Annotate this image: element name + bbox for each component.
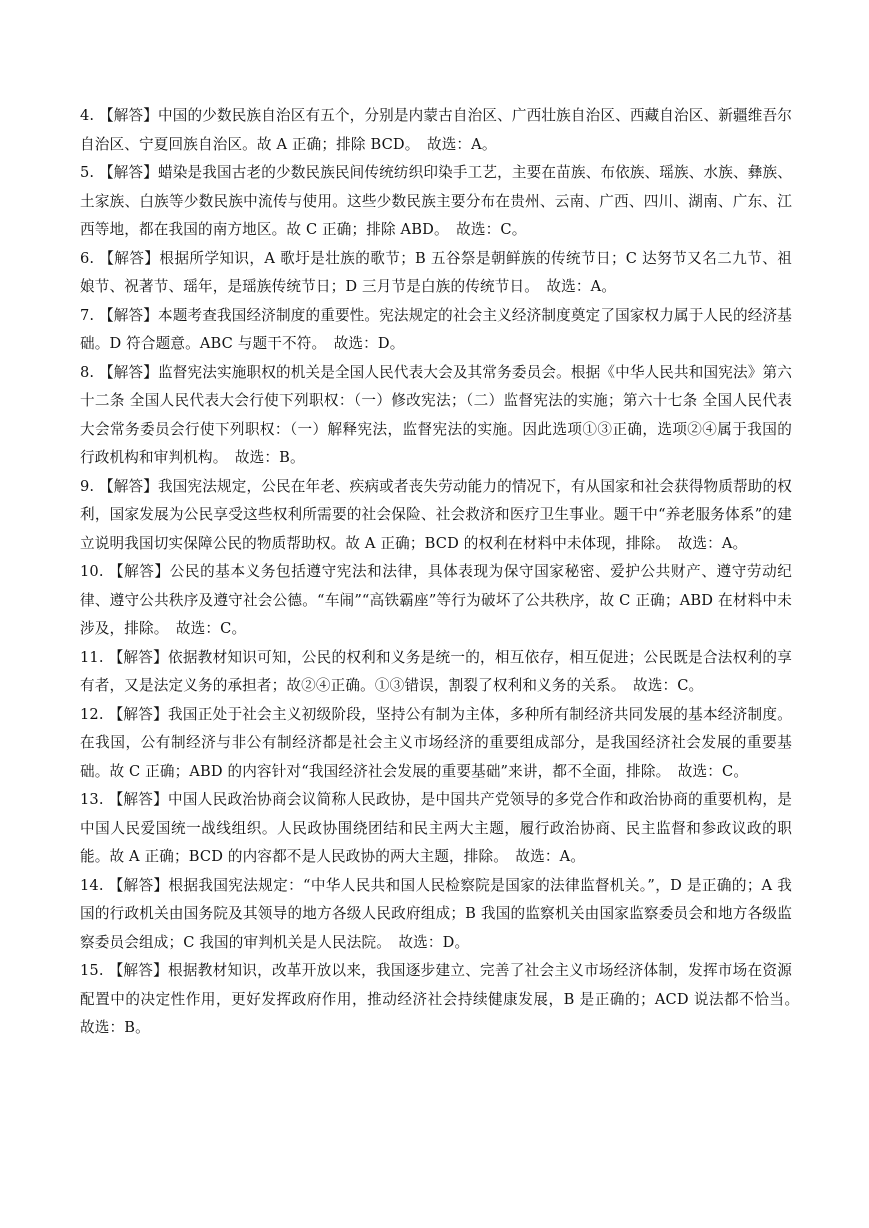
answer-number: 5. [80, 164, 95, 181]
answer-number: 13. [80, 791, 104, 808]
answer-text: 根据教材知识，改革开放以来，我国逐步建立、完善了社会主义市场经济体制，发挥市场在资源配置中的决定性作用，更好发挥政府作用，推动经济社会持续健康发展，B 是正确的；ACD 说法都不恰当。 故选：B。 [80, 962, 807, 1036]
answer-tag: 【解答】 [108, 648, 169, 666]
answer-number: 8. [80, 363, 95, 381]
answer-list [80, 102, 807, 1043]
answer-item-4 [80, 102, 792, 159]
answer-tag: 【解答】 [99, 249, 160, 267]
answer-text: 蜡染是我国古老的少数民族民间传统纺织印染手工艺，主要在苗族、布依族、瑶族、水族、彝族、土家族、白族等少数民族中流传与使用。这些少数民族主要分布在贵州、云南、广西、四川、湖南、广东、江西等地，都在我国的南方地区。故 C 正确；排除 ABD。 故选：C。 [80, 164, 793, 238]
answer-text: 中国的少数民族自治区有五个，分别是内蒙古自治区、广西壮族自治区、西藏自治区、新疆维吾尔自治区、宁夏回族自治区。故 A 正确；排除 BCD。 故选：A。 [80, 107, 793, 153]
answer-item-12 [80, 701, 792, 787]
answer-item-13 [80, 786, 792, 872]
answer-number: 10. [80, 563, 104, 580]
answer-number: 6. [80, 249, 95, 267]
answer-item-11 [80, 644, 792, 701]
answer-item-6 [80, 245, 792, 302]
answer-item-10 [80, 558, 792, 644]
answer-tag: 【解答】 [99, 363, 159, 381]
answer-item-14 [80, 872, 792, 958]
answer-number: 12. [80, 705, 104, 723]
answer-tag: 【解答】 [108, 791, 169, 808]
answer-number: 11. [80, 648, 104, 666]
answer-item-9 [80, 473, 792, 559]
answer-tag: 【解答】 [108, 962, 169, 979]
answer-tag: 【解答】 [99, 107, 159, 124]
answer-number: 4. [80, 107, 95, 124]
answer-text: 我国正处于社会主义初级阶段，坚持公有制为主体，多种所有制经济共同发展的基本经济制度。在我国，公有制经济与非公有制经济都是社会主义市场经济的重要组成部分，是我国经济社会发展的重要基础。故 C 正确；ABD 的内容针对“我国经济社会发展的重要基础”来讲，都不全面，排除。 故选：C。 [80, 705, 792, 780]
answer-text: 根据所学知识，A 歌圩是壮族的歌节；B 五谷祭是朝鲜族的传统节日；C 达努节又名二九节、祖娘节、祝著节、瑶年，是瑶族传统节日；D 三月节是白族的传统节日。 故选：A。 [80, 249, 792, 295]
answer-tag: 【解答】 [108, 876, 169, 894]
answer-number: 7. [80, 306, 95, 324]
answer-item-15 [80, 957, 807, 1043]
answer-tag: 【解答】 [99, 477, 159, 495]
answer-number: 15. [80, 962, 104, 979]
answer-item-8 [80, 359, 792, 473]
answer-number: 9. [80, 477, 95, 495]
answer-text: 我国宪法规定，公民在年老、疾病或者丧失劳动能力的情况下，有从国家和社会获得物质帮助的权利，国家发展为公民享受这些权利所需要的社会保险、社会救济和医疗卫生事业。题干中“养老服务体系”的建立说明我国切实保障公民的物质帮助权。故 A 正确；BCD 的权利在材料中未体现，排除。 故选：A。 [80, 477, 793, 552]
answer-text: 依据教材知识可知，公民的权利和义务是统一的，相互依存，相互促进；公民既是合法权利的享有者，又是法定义务的承担者；故②④正确。①③错误，割裂了权利和义务的关系。 故选：C。 [80, 648, 792, 694]
answer-text: 中国人民政治协商会议简称人民政协，是中国共产党领导的多党合作和政治协商的重要机构，是中国人民爱国统一战线组织。人民政协围绕团结和民主两大主题，履行政治协商、民主监督和参政议政的职能。故 A 正确；BCD 的内容都不是人民政协的两大主题，排除。 故选：A。 [80, 791, 792, 865]
answer-text: 本题考查我国经济制度的重要性。宪法规定的社会主义经济制度奠定了国家权力属于人民的经济基础。D 符合题意。ABC 与题干不符。 故选：D。 [80, 306, 793, 352]
answer-text: 监督宪法实施职权的机关是全国人民代表大会及其常务委员会。根据《中华人民共和国宪法》第六十二条 全国人民代表大会行使下列职权：（一）修改宪法；（二）监督宪法的实施；第六十七条 全国人民代表大会常务委员会行使下列职权：（一）解释宪法，监督宪法的实施。因此选项①③正确，选项②④属于我国的行政机构和审判机构。 故选：B。 [80, 363, 793, 466]
answer-number: 14. [80, 876, 104, 894]
answer-tag: 【解答】 [99, 164, 159, 181]
answer-tag: 【解答】 [99, 306, 159, 324]
answer-item-5 [80, 159, 792, 245]
answer-tag: 【解答】 [108, 563, 170, 580]
answer-text: 公民的基本义务包括遵守宪法和法律，具体表现为保守国家秘密、爱护公共财产、遵守劳动纪律、遵守公共秩序及遵守社会公德。“车闹”“高铁霸座”等行为破坏了公共秩序，故 C 正确；ABD 在材料中未涉及，排除。 故选：C。 [80, 563, 793, 637]
answer-item-7 [80, 302, 792, 359]
answer-text: 根据我国宪法规定：“中华人民共和国人民检察院是国家的法律监督机关。”，D 是正确的；A 我国的行政机关由国务院及其领导的地方各级人民政府组成；B 我国的监察机关由国家监察委员会和地方各级监察委员会组成；C 我国的审判机关是人民法院。 故选：D。 [80, 876, 792, 951]
answer-tag: 【解答】 [108, 705, 169, 723]
